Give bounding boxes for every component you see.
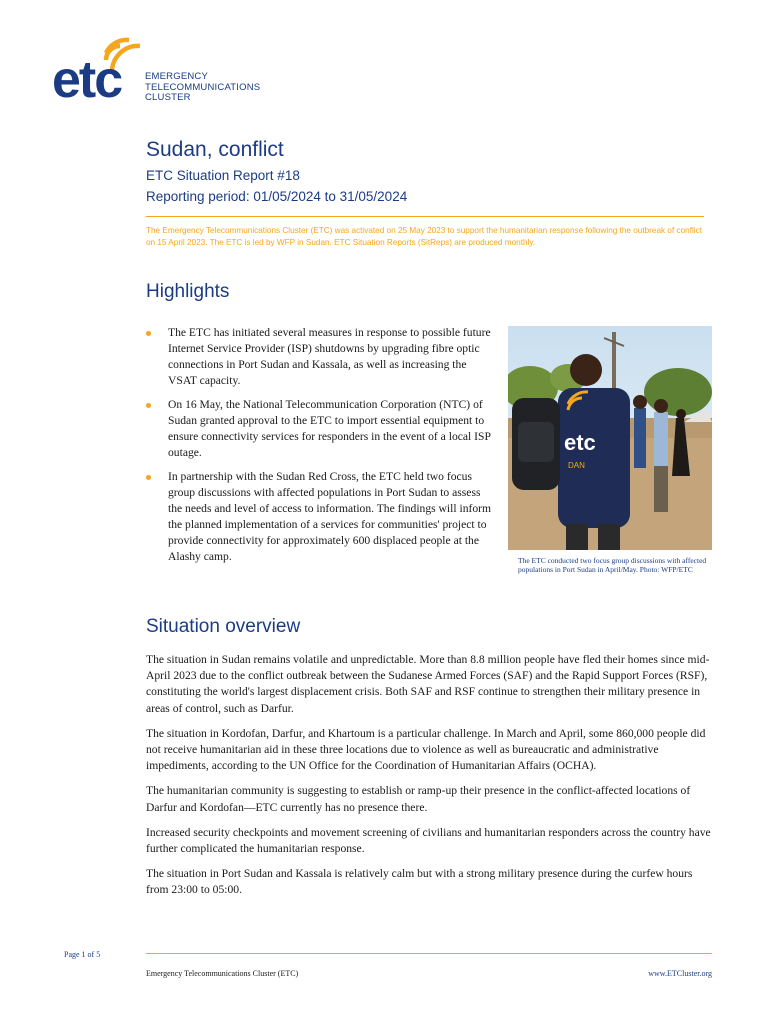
footer-website-link[interactable]: www.ETCluster.org <box>648 969 712 978</box>
overview-paragraph: The situation in Sudan remains volatile and unpredictable. More than 8.8 million people have fled their homes since mid-April 2023 due to the conflict outbreak between the Sudanese Armed Forces (SAF) and the Rapid Support Forces (RSF), constituting the world's largest displacement crisis. Both SAF and RSF continue to strengthen their military presence in areas of control, such as Darfur. <box>146 653 710 715</box>
overview-body <box>146 652 714 908</box>
highlight-text: On 16 May, the National Telecommunication Corporation (NTC) of Sudan granted approval to the ETC to import essential equipment to ensure connectivity services for responders in the event of a local ISP outage. <box>168 398 491 459</box>
overview-paragraph: The situation in Kordofan, Darfur, and Khartoum is a particular challenge. In March and April, some 860,000 people did not receive humanitarian aid in these three locations due to violence as well as bureaucratic and administrative impediments, according to the UN Office for the Coordination of Humanitarian Affairs (OCHA). <box>146 726 706 773</box>
highlights-heading: Highlights <box>146 281 230 302</box>
shirt-logo-subtext: DAN <box>568 461 585 470</box>
bullet-icon <box>146 403 151 408</box>
logo-org-name <box>145 72 260 104</box>
report-subtitle: ETC Situation Report #18 <box>146 168 300 183</box>
intro-text: The Emergency Telecommunications Cluster (ETC) was activated on 25 May 2023 to support the humanitarian response following the outbreak of conflict on 15 April 2023. The ETC is led by WFP in Sudan. ETC Situation Reports (SitReps) are produced monthly. <box>146 226 702 247</box>
photo-illustration <box>508 326 712 550</box>
highlight-item <box>146 469 496 565</box>
page-number: Page 1 of 5 <box>64 950 101 959</box>
footer-divider <box>146 953 712 954</box>
report-title: Sudan, conflict <box>146 138 284 161</box>
overview-paragraph: Increased security checkpoints and movement screening of civilians and humanitarian responders across the country have further complicated the humanitarian response. <box>146 825 711 856</box>
overview-paragraph: The humanitarian community is suggesting to establish or ramp-up their presence in the conflict-affected locations of Darfur and Kordofan—ETC currently has no presence there. <box>146 784 691 814</box>
logo-line-2: TELECOMMUNICATIONS <box>145 81 261 93</box>
logo-line-3: CLUSTER <box>145 92 191 103</box>
shirt-logo-text: etc <box>564 430 596 455</box>
highlights-list <box>146 325 496 573</box>
reporting-period: Reporting period: 01/05/2024 to 31/05/2024 <box>146 189 408 204</box>
focus-group-photo <box>508 326 712 550</box>
logo-line-1: EMERGENCY <box>145 71 209 82</box>
overview-heading: Situation overview <box>146 616 301 637</box>
highlight-text: In partnership with the Sudan Red Cross, the ETC held two focus group discussions with affected populations in Port Sudan to assess the needs and level of access to information. The findings will inform the planned implementation of a services for communities' project to provide connectivity for approximately 600 displaced people at the Alashy camp. <box>168 470 492 563</box>
header-divider <box>146 216 704 217</box>
highlight-item <box>146 325 496 389</box>
bullet-icon <box>146 475 151 480</box>
footer-org: Emergency Telecommunications Cluster (ETC) <box>146 969 299 978</box>
highlight-text: The ETC has initiated several measures in response to possible future Internet Service Provider (ISP) shutdowns by upgrading fibre optic connections in Port Sudan and Kassala, as well as increasing the VSAT capacity. <box>168 326 491 387</box>
highlight-item <box>146 397 496 461</box>
logo-wordmark: etc <box>52 51 122 109</box>
bullet-icon <box>146 331 151 336</box>
overview-paragraph: The situation in Port Sudan and Kassala is relatively calm but with a strong military presence during the curfew hours from 23:00 to 05:00. <box>146 867 693 897</box>
photo-caption: The ETC conducted two focus group discussions with affected populations in Port Sudan in April/May. Photo: WFP/ETC <box>518 556 707 574</box>
etc-logo <box>52 34 272 109</box>
